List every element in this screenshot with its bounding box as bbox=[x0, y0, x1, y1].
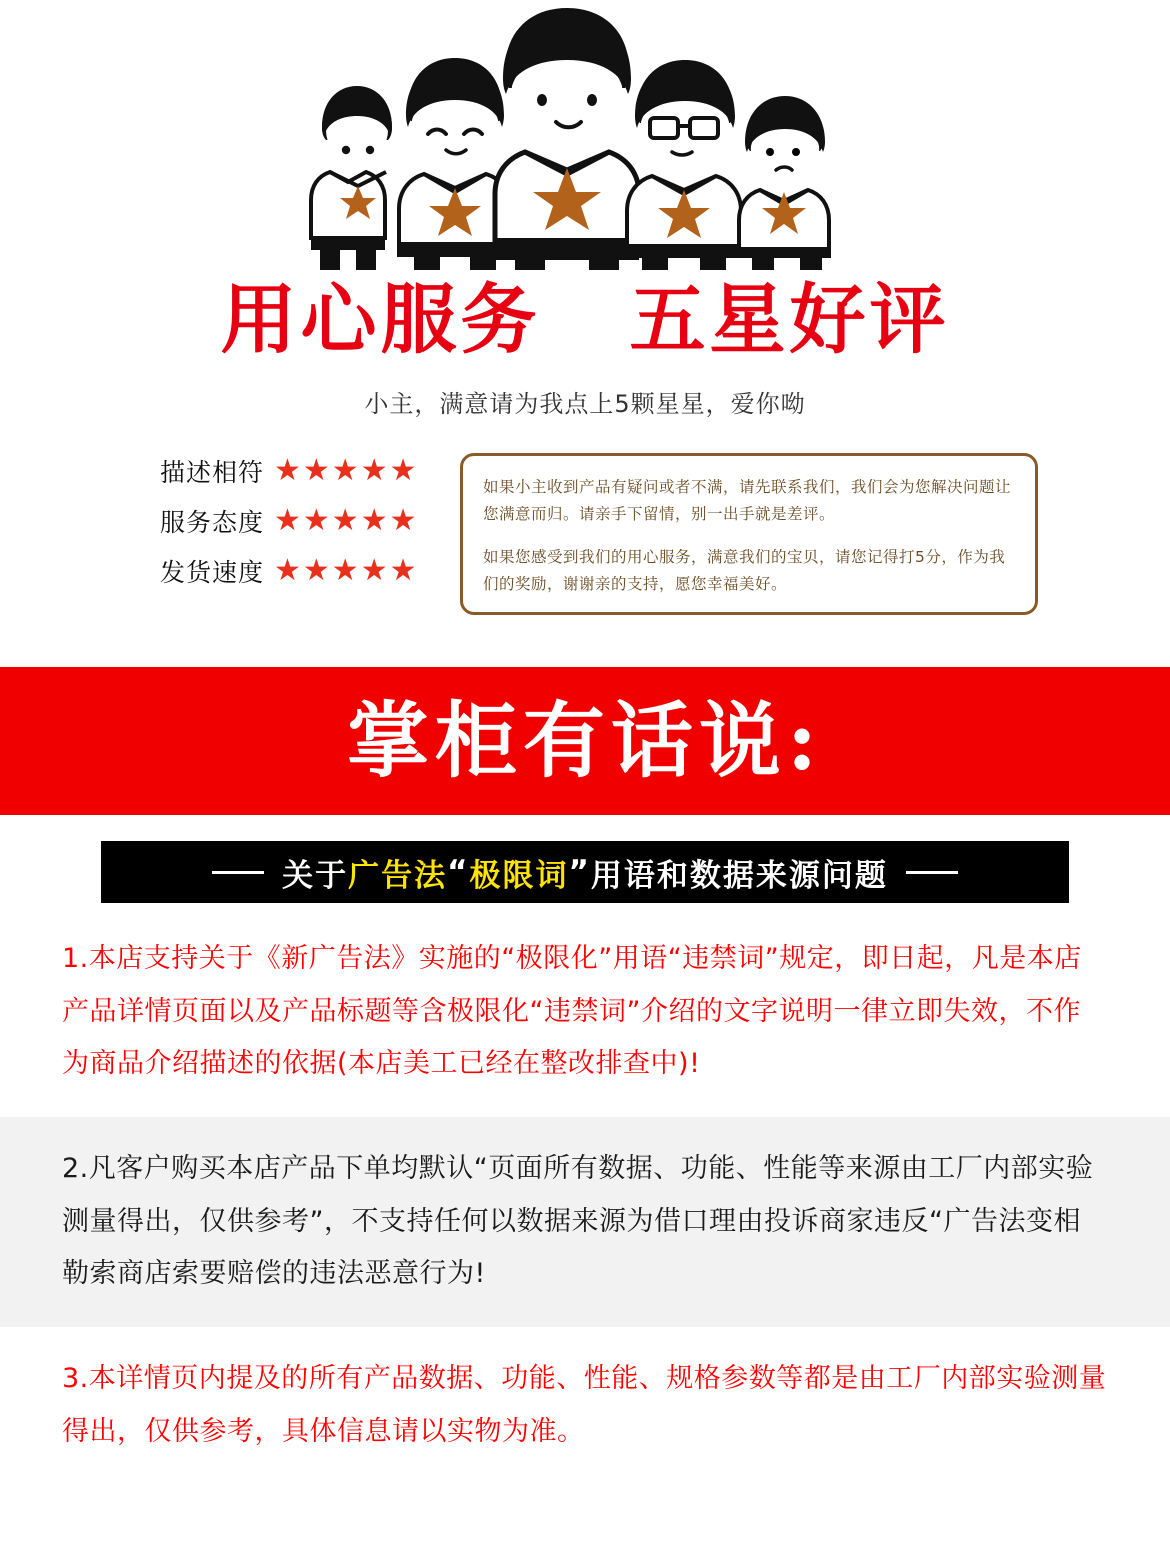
section-bar-highlight-2: 极限词 bbox=[469, 857, 569, 894]
seller-note-paragraph-1: 如果小主收到产品有疑问或者不满，请先联系我们，我们会为您解决问题让您满意而归。请亲手下留情，别一出手就是差评。 bbox=[483, 477, 1012, 523]
section-bar-quote-close: ” bbox=[568, 854, 591, 891]
ratings-section bbox=[0, 453, 1170, 616]
rating-stars: ★★★★★ bbox=[274, 502, 419, 538]
rating-stars: ★★★★★ bbox=[274, 552, 419, 588]
dash-right-icon bbox=[906, 871, 958, 874]
notice-paragraph-3: 3.本详情页内提及的所有产品数据、功能、性能、规格参数等都是由工厂内部实验测量得出，仅供参考，具体信息请以实物为准。 bbox=[62, 1362, 1107, 1447]
rating-list bbox=[160, 453, 450, 603]
section-bar-prefix: 关于 bbox=[282, 857, 349, 894]
page-title bbox=[0, 275, 1170, 364]
rating-label: 服务态度 bbox=[160, 507, 265, 537]
seller-note-box bbox=[460, 453, 1038, 616]
dash-left-icon bbox=[212, 871, 264, 874]
section-bar-quote-open: “ bbox=[447, 854, 470, 891]
rating-row bbox=[160, 503, 450, 539]
seller-note-paragraph-2: 如果您感受到我们的用心服务，满意我们的宝贝，请您记得打5分，作为我们的奖励，谢谢亲的支持，愿您幸福美好。 bbox=[483, 547, 1006, 593]
rating-label: 描述相符 bbox=[160, 457, 265, 487]
rating-label: 发货速度 bbox=[160, 557, 265, 587]
notice-paragraph-1: 1.本店支持关于《新广告法》实施的“极限化”用语“违禁词”规定，即日起，凡是本店产品详情页面以及产品标题等含极限化“违禁词”介绍的文字说明一律立即失效，不作为商品介绍描述的依据(本店美工已经在整改排查中)! bbox=[62, 943, 1082, 1080]
shopkeeper-banner bbox=[0, 667, 1170, 815]
section-bar-suffix: 用语和数据来源问题 bbox=[590, 857, 888, 894]
five-kids-with-stars-illustration bbox=[0, 0, 1170, 270]
hero-illustration-area bbox=[0, 0, 1170, 270]
section-bar-wrap bbox=[0, 841, 1170, 903]
headline-right: 五星好评 bbox=[629, 275, 950, 364]
notice-paragraph-2: 2.凡客户购买本店产品下单均默认“页面所有数据、功能、性能等来源由工厂内部实验测量得出，仅供参考”，不支持任何以数据来源为借口理由投诉商家违反“广告法变相勒索商店索要赔偿的违法恶意行为! bbox=[0, 1117, 1170, 1327]
shopkeeper-banner-title: 掌柜有话说: bbox=[346, 693, 824, 790]
rating-stars: ★★★★★ bbox=[274, 452, 419, 488]
rating-row bbox=[160, 553, 450, 589]
headline-left: 用心服务 bbox=[220, 275, 541, 364]
section-bar bbox=[101, 841, 1069, 903]
page-subtitle: 小主，满意请为我点上5颗星星，爱你呦 bbox=[364, 389, 806, 418]
section-bar-highlight-1: 广告法 bbox=[348, 857, 448, 894]
rating-row bbox=[160, 453, 450, 489]
